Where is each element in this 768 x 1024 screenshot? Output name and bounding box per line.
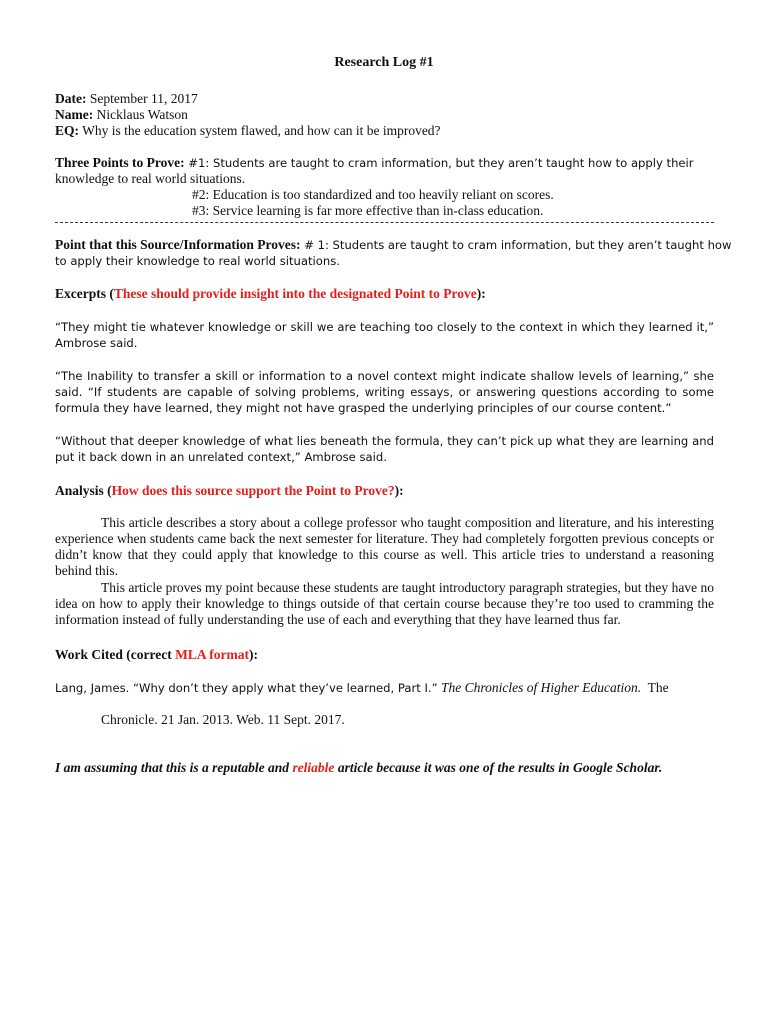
assumption-before: I am assuming that this is a reputable and: [55, 760, 293, 775]
point-proves-text-2: to apply their knowledge to real world situations.: [55, 254, 340, 268]
point-1-line-2: knowledge to real world situations.: [55, 171, 246, 186]
analysis-end: ):: [394, 483, 404, 498]
analysis-paragraph-2: This article proves my point because these students are taught introductory paragraph strategies, but they have no idea on how to apply their knowledge to things outside of that certain course because they’re too used to cramming the information instead of fully understanding the use of each and everything that they have learned thus far.: [55, 580, 714, 627]
work-cited-heading: [55, 647, 258, 663]
excerpt-quote-2: “The Inability to transfer a skill or information to a novel context might indicate shallow levels of learning,” she said. “If students are capable of solving problems, writing essays, or answering questions according to some formula they have learned, they might not have grasped the underlying principles of our course content.”: [55, 369, 714, 415]
excerpts-end: ):: [476, 286, 486, 301]
citation-journal: The Chronicles of Higher Education.: [437, 680, 642, 695]
work-cited-end: ):: [248, 647, 258, 662]
assumption-note: [55, 760, 662, 776]
analysis-hint: How does this source support the Point to Prove?: [111, 483, 395, 498]
document-title: Research Log #1: [334, 55, 434, 70]
citation-line-1: [55, 680, 669, 696]
point-proves-text-1: # 1: Students are taught to cram information, but they aren’t taught how: [304, 238, 732, 252]
excerpts-hint: These should provide insight into the designated Point to Prove: [113, 286, 477, 301]
point-proves-line-1: [55, 237, 732, 253]
excerpt-quote-3: “Without that deeper knowledge of what lies beneath the formula, they can’t pick up what they are learning and put it back down in an unrelated context,” Ambrose said.: [55, 434, 714, 464]
date-value: September 11, 2017: [89, 91, 198, 106]
point-2: #2: Education is too standardized and too heavily reliant on scores.: [192, 187, 554, 202]
eq-value: Why is the education system flawed, and how can it be improved?: [82, 123, 441, 138]
citation-article: “Why don’t they apply what they’ve learned, Part I.”: [129, 681, 438, 695]
eq-label: EQ:: [55, 123, 80, 138]
analysis-heading: [55, 483, 404, 499]
name-line: [55, 107, 188, 123]
excerpts-heading: [55, 286, 486, 302]
points-line-1: [55, 155, 694, 171]
citation-author: Lang, James.: [55, 681, 130, 695]
excerpts-label: Excerpts (: [55, 286, 114, 301]
analysis-paragraph-1: This article describes a story about a college professor who taught composition and literature, and his interesting experience when students came back the next semester for literature. They had completely forgotten previous concepts or didn’t know that they could apply that knowledge to this course as well. This article tries to understand a reasoning behind this.: [55, 515, 714, 578]
assumption-highlight: reliable: [292, 760, 335, 775]
citation-line-2: Chronicle. 21 Jan. 2013. Web. 11 Sept. 2017.: [101, 712, 345, 727]
section-divider: [55, 222, 714, 223]
point-1-line-1: #1: Students are taught to cram information, but they aren’t taught how to apply their: [188, 156, 694, 170]
points-label: Three Points to Prove:: [55, 155, 185, 170]
point-proves-label: Point that this Source/Information Proves:: [55, 237, 301, 252]
citation-publisher-start: The: [641, 680, 669, 695]
work-cited-hint: MLA format: [175, 647, 249, 662]
date-label: Date:: [55, 91, 87, 106]
name-value: Nicklaus Watson: [96, 107, 188, 122]
date-line: [55, 91, 198, 107]
assumption-after: article because it was one of the results in Google Scholar.: [334, 760, 663, 775]
excerpt-quote-1: “They might tie whatever knowledge or skill we are teaching too closely to the context in which they learned it,” Ambrose said.: [55, 320, 714, 350]
work-cited-label: Work Cited (correct: [55, 647, 176, 662]
name-label: Name:: [55, 107, 94, 122]
point-3: #3: Service learning is far more effective than in-class education.: [192, 203, 544, 218]
analysis-label: Analysis (: [55, 483, 112, 498]
eq-line: [55, 123, 441, 139]
